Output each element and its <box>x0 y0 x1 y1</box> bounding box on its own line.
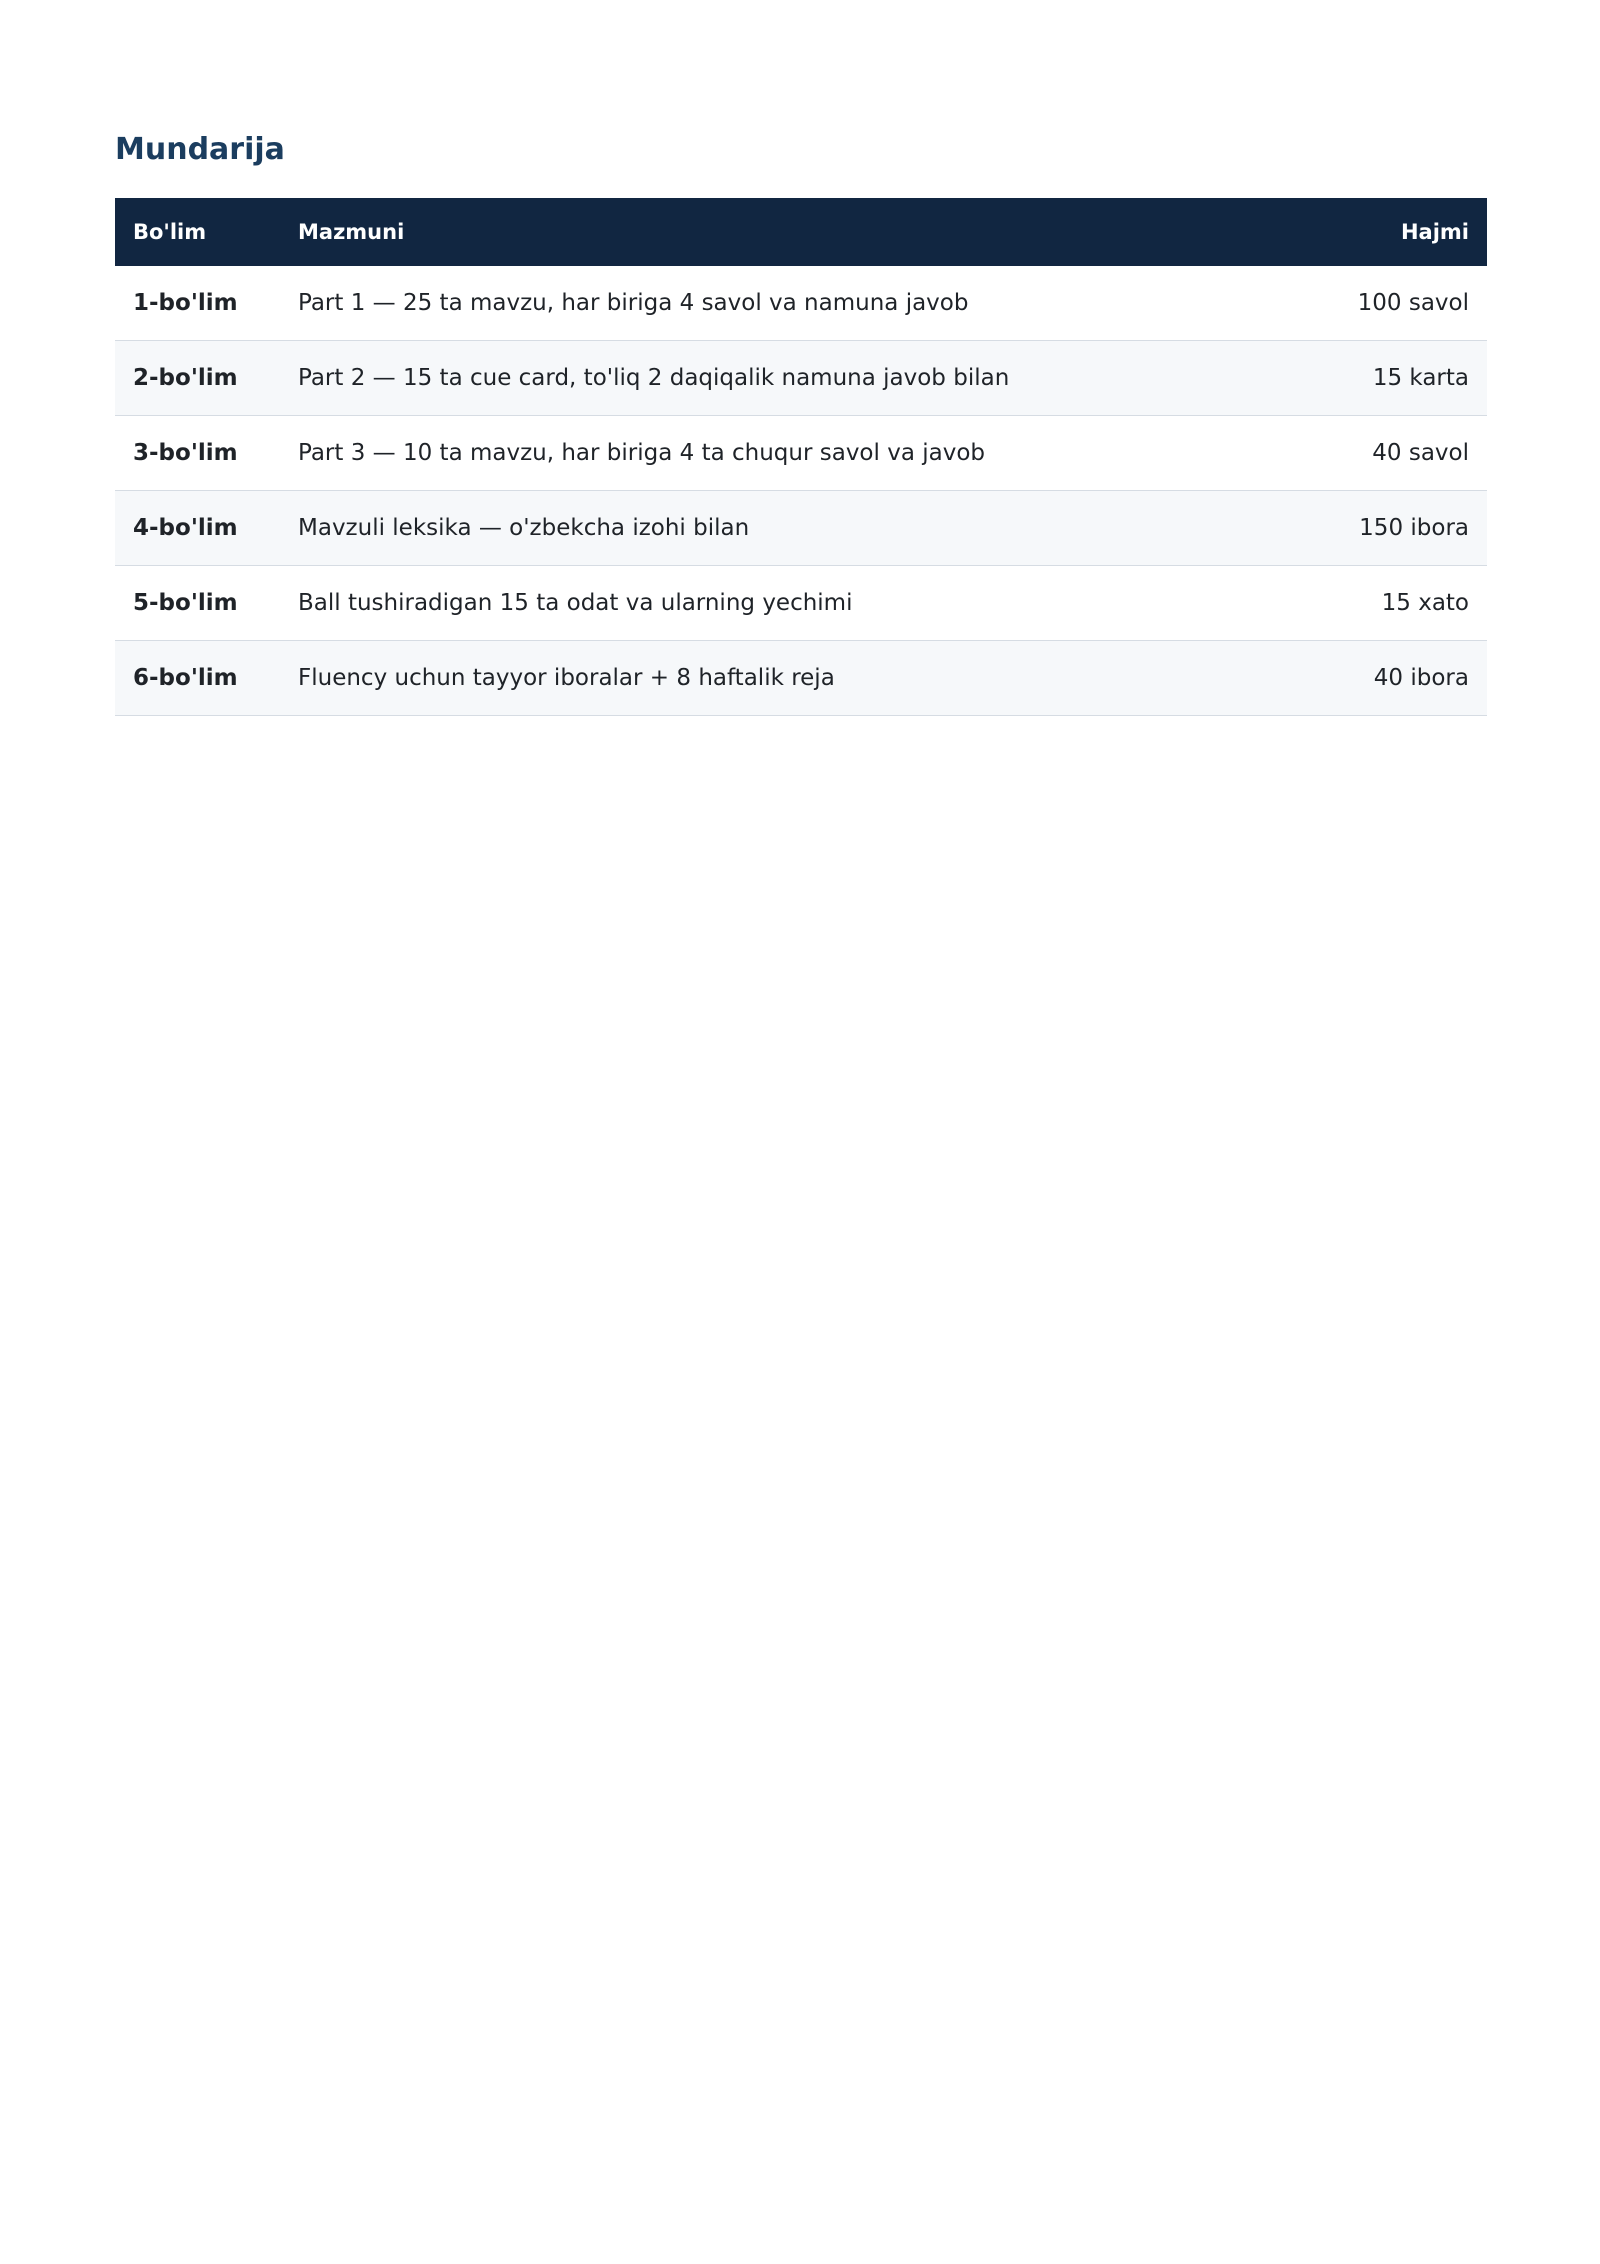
table-row <box>115 566 1487 641</box>
table-row <box>115 491 1487 566</box>
size-cell: 150 ibora <box>1288 491 1487 566</box>
section-cell: 6-bo'lim <box>115 641 280 716</box>
size-cell: 100 savol <box>1288 266 1487 341</box>
table-header <box>115 198 1487 266</box>
size-cell: 40 ibora <box>1288 641 1487 716</box>
table-row <box>115 266 1487 341</box>
section-cell: 1-bo'lim <box>115 266 280 341</box>
size-cell: 15 xato <box>1288 566 1487 641</box>
table-body <box>115 266 1487 716</box>
content-cell: Part 3 — 10 ta mavzu, har biriga 4 ta chuqur savol va javob <box>280 416 1288 491</box>
header-content: Mazmuni <box>280 198 1288 266</box>
content-cell: Part 1 — 25 ta mavzu, har biriga 4 savol va namuna javob <box>280 266 1288 341</box>
header-section: Bo'lim <box>115 198 280 266</box>
content-cell: Fluency uchun tayyor iboralar + 8 haftalik reja <box>280 641 1288 716</box>
size-cell: 15 karta <box>1288 341 1487 416</box>
content-cell: Ball tushiradigan 15 ta odat va ularning yechimi <box>280 566 1288 641</box>
header-size: Hajmi <box>1288 198 1487 266</box>
size-cell: 40 savol <box>1288 416 1487 491</box>
section-cell: 5-bo'lim <box>115 566 280 641</box>
header-row <box>115 198 1487 266</box>
content-cell: Mavzuli leksika — o'zbekcha izohi bilan <box>280 491 1288 566</box>
section-cell: 3-bo'lim <box>115 416 280 491</box>
page-title: Mundarija <box>115 132 285 167</box>
content-cell: Part 2 — 15 ta cue card, to'liq 2 daqiqalik namuna javob bilan <box>280 341 1288 416</box>
contents-table <box>115 198 1487 716</box>
section-cell: 2-bo'lim <box>115 341 280 416</box>
table-row <box>115 341 1487 416</box>
table-row <box>115 641 1487 716</box>
table-row <box>115 416 1487 491</box>
section-cell: 4-bo'lim <box>115 491 280 566</box>
